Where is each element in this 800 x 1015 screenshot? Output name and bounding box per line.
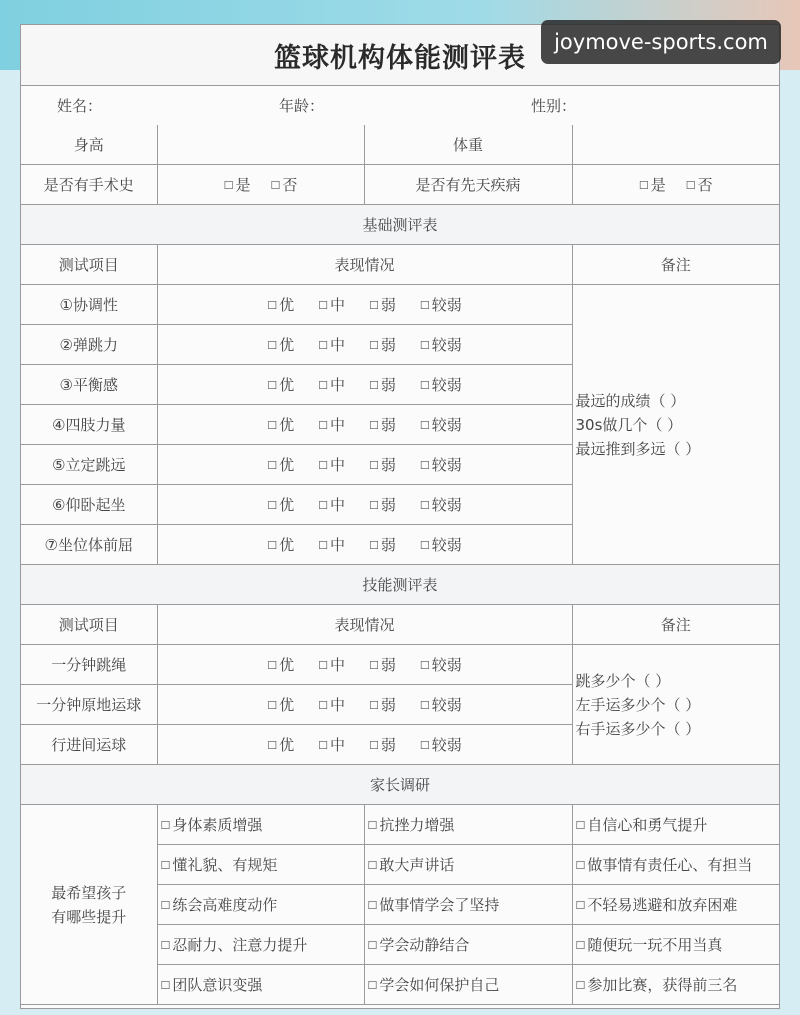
- section-title: 基础测评表: [21, 205, 779, 245]
- checkbox-icon: ☐: [575, 939, 586, 952]
- survey-option[interactable]: ☐ 不轻易逃避和放弃困难: [572, 885, 779, 925]
- checkbox-icon: ☐: [270, 179, 281, 192]
- form-title: 篮球机构体能测评表: [21, 25, 779, 86]
- performance-options: [157, 725, 572, 765]
- basic-section-header: [21, 205, 779, 245]
- performance-options: [157, 325, 572, 365]
- checkbox-icon: ☐: [318, 699, 328, 712]
- level-option[interactable]: ☐ 优: [267, 416, 295, 434]
- level-option[interactable]: ☐ 弱: [369, 376, 396, 394]
- checkbox-icon: ☐: [318, 419, 328, 432]
- survey-option[interactable]: ☐ 做事情有责任心、有担当: [572, 845, 779, 885]
- checkbox-icon: ☐: [160, 979, 171, 992]
- level-option[interactable]: ☐ 优: [267, 296, 295, 314]
- level-option[interactable]: ☐ 中: [318, 656, 345, 674]
- level-option[interactable]: ☐ 较弱: [419, 336, 462, 354]
- checkbox-icon: ☐: [369, 659, 379, 672]
- checkbox-icon: ☐: [685, 179, 696, 192]
- checkbox-icon: ☐: [419, 739, 430, 752]
- survey-option[interactable]: ☐ 身体素质增强: [157, 805, 364, 845]
- performance-options: [157, 685, 572, 725]
- level-option[interactable]: ☐ 弱: [369, 536, 396, 554]
- level-option[interactable]: ☐ 弱: [369, 496, 396, 514]
- level-option[interactable]: ☐ 较弱: [419, 696, 462, 714]
- level-option[interactable]: ☐ 较弱: [419, 416, 462, 434]
- level-option[interactable]: ☐ 较弱: [419, 456, 462, 474]
- survey-option[interactable]: ☐ 团队意识变强: [157, 965, 364, 1005]
- height-label: 身高: [21, 125, 157, 165]
- test-item-name: ⑦坐位体前屈: [21, 525, 157, 565]
- checkbox-icon: ☐: [638, 179, 649, 192]
- level-option[interactable]: ☐ 弱: [369, 736, 396, 754]
- surgery-label: 是否有手术史: [21, 165, 157, 205]
- level-option[interactable]: ☐ 优: [267, 536, 295, 554]
- remarks-cell[interactable]: [572, 645, 779, 765]
- level-option[interactable]: ☐ 中: [318, 696, 345, 714]
- level-option[interactable]: ☐ 较弱: [419, 736, 462, 754]
- checkbox-icon: ☐: [419, 419, 430, 432]
- level-option[interactable]: ☐ 优: [267, 336, 295, 354]
- survey-row: [21, 805, 779, 845]
- remark-line: 最远的成绩（ ）: [575, 391, 686, 410]
- checkbox-icon: ☐: [318, 739, 328, 752]
- congenital-choice: [572, 165, 779, 205]
- col-header-item: 测试项目: [21, 245, 157, 285]
- remark-line: 最远推到多远（ ）: [575, 439, 701, 458]
- level-option[interactable]: ☐ 优: [267, 696, 295, 714]
- age-label[interactable]: 年龄：: [279, 97, 325, 115]
- test-item-name: ③平衡感: [21, 365, 157, 405]
- survey-option[interactable]: ☐ 做事情学会了坚持: [364, 885, 572, 925]
- level-option[interactable]: ☐ 优: [267, 376, 295, 394]
- checkbox-icon: ☐: [369, 299, 379, 312]
- level-option[interactable]: ☐ 较弱: [419, 296, 462, 314]
- checkbox-icon: ☐: [318, 299, 328, 312]
- remark-line: 跳多少个（ ）: [575, 671, 671, 690]
- performance-options: [157, 485, 572, 525]
- checkbox-icon: ☐: [223, 179, 234, 192]
- skill-column-headers: [21, 605, 779, 645]
- level-option[interactable]: ☐ 中: [318, 376, 345, 394]
- test-item-row: [21, 645, 779, 685]
- level-option[interactable]: ☐ 弱: [369, 696, 396, 714]
- test-item-name: ⑤立定跳远: [21, 445, 157, 485]
- checkbox-icon: ☐: [419, 499, 430, 512]
- checkbox-icon: ☐: [369, 739, 379, 752]
- assessment-form: [20, 24, 780, 1009]
- checkbox-icon: ☐: [267, 339, 278, 352]
- checkbox-icon: ☐: [160, 859, 171, 872]
- checkbox-icon: ☐: [318, 459, 328, 472]
- checkbox-icon: ☐: [318, 659, 328, 672]
- surgery-choice: [157, 165, 364, 205]
- performance-options: [157, 405, 572, 445]
- checkbox-icon: ☐: [575, 819, 586, 832]
- test-item-name: ②弹跳力: [21, 325, 157, 365]
- performance-options: [157, 525, 572, 565]
- checkbox-icon: ☐: [369, 499, 379, 512]
- level-option[interactable]: ☐ 优: [267, 736, 295, 754]
- checkbox-icon: ☐: [267, 659, 278, 672]
- level-option[interactable]: ☐ 中: [318, 456, 345, 474]
- level-option[interactable]: ☐ 弱: [369, 456, 396, 474]
- congenital-label: 是否有先天疾病: [364, 165, 572, 205]
- checkbox-icon: ☐: [318, 379, 328, 392]
- test-item-name: 一分钟原地运球: [21, 685, 157, 725]
- col-header-note: 备注: [572, 605, 779, 645]
- survey-option[interactable]: ☐ 敢大声讲话: [364, 845, 572, 885]
- level-option[interactable]: ☐ 弱: [369, 656, 396, 674]
- checkbox-icon: ☐: [367, 859, 378, 872]
- level-option[interactable]: ☐ 弱: [369, 336, 396, 354]
- level-option[interactable]: ☐ 中: [318, 416, 345, 434]
- col-header-note: 备注: [572, 245, 779, 285]
- col-header-item: 测试项目: [21, 605, 157, 645]
- section-title: 技能测评表: [21, 565, 779, 605]
- checkbox-icon: ☐: [267, 539, 278, 552]
- history-row: [21, 165, 779, 205]
- checkbox-icon: ☐: [267, 379, 278, 392]
- checkbox-icon: ☐: [267, 739, 278, 752]
- checkbox-icon: ☐: [575, 979, 586, 992]
- personal-info-row: [21, 86, 779, 125]
- parent-section-header: [21, 765, 779, 805]
- checkbox-icon: ☐: [369, 379, 379, 392]
- level-option[interactable]: ☐ 较弱: [419, 656, 462, 674]
- level-option[interactable]: ☐ 弱: [369, 296, 396, 314]
- checkbox-icon: ☐: [367, 819, 378, 832]
- checkbox-icon: ☐: [367, 939, 378, 952]
- checkbox-icon: ☐: [318, 499, 328, 512]
- checkbox-icon: ☐: [267, 499, 278, 512]
- checkbox-icon: ☐: [419, 459, 430, 472]
- remarks-cell[interactable]: [572, 285, 779, 565]
- survey-option[interactable]: ☐ 忍耐力、注意力提升: [157, 925, 364, 965]
- performance-options: [157, 645, 572, 685]
- survey-option[interactable]: ☐ 练会高难度动作: [157, 885, 364, 925]
- test-item-name: 行进间运球: [21, 725, 157, 765]
- remark-line: 30s做几个（ ）: [575, 415, 683, 434]
- form-table: [21, 125, 779, 1005]
- checkbox-icon: ☐: [367, 979, 378, 992]
- checkbox-icon: ☐: [160, 939, 171, 952]
- checkbox-icon: ☐: [419, 659, 430, 672]
- checkbox-icon: ☐: [369, 459, 379, 472]
- survey-option[interactable]: ☐ 学会动静结合: [364, 925, 572, 965]
- survey-option[interactable]: ☐ 随便玩一玩不用当真: [572, 925, 779, 965]
- test-item-row: [21, 285, 779, 325]
- checkbox-icon: ☐: [369, 419, 379, 432]
- test-item-name: ④四肢力量: [21, 405, 157, 445]
- col-header-performance: 表现情况: [157, 605, 572, 645]
- surgery-yes-option[interactable]: ☐ 是: [223, 176, 251, 194]
- checkbox-icon: ☐: [575, 899, 586, 912]
- congenital-no-option[interactable]: ☐ 否: [685, 176, 713, 194]
- test-item-name: ①协调性: [21, 285, 157, 325]
- test-item-name: 一分钟跳绳: [21, 645, 157, 685]
- weight-field[interactable]: [572, 125, 779, 165]
- checkbox-icon: ☐: [267, 699, 278, 712]
- survey-option[interactable]: ☐ 懂礼貌、有规矩: [157, 845, 364, 885]
- checkbox-icon: ☐: [419, 699, 430, 712]
- level-option[interactable]: ☐ 中: [318, 296, 345, 314]
- checkbox-icon: ☐: [369, 699, 379, 712]
- checkbox-icon: ☐: [267, 419, 278, 432]
- height-field[interactable]: [157, 125, 364, 165]
- congenital-yes-option[interactable]: ☐ 是: [638, 176, 666, 194]
- level-option[interactable]: ☐ 较弱: [419, 496, 462, 514]
- checkbox-icon: ☐: [318, 339, 328, 352]
- level-option[interactable]: ☐ 较弱: [419, 376, 462, 394]
- level-option[interactable]: ☐ 中: [318, 336, 345, 354]
- checkbox-icon: ☐: [419, 539, 430, 552]
- site-watermark: joymove-sports.com: [541, 20, 781, 64]
- checkbox-icon: ☐: [367, 899, 378, 912]
- checkbox-icon: ☐: [369, 539, 379, 552]
- survey-option[interactable]: ☐ 参加比赛，获得前三名: [572, 965, 779, 1005]
- performance-options: [157, 365, 572, 405]
- basic-column-headers: [21, 245, 779, 285]
- checkbox-icon: ☐: [160, 899, 171, 912]
- skill-section-header: [21, 565, 779, 605]
- checkbox-icon: ☐: [419, 339, 430, 352]
- survey-option[interactable]: ☐ 抗挫力增强: [364, 805, 572, 845]
- checkbox-icon: ☐: [369, 339, 379, 352]
- checkbox-icon: ☐: [575, 859, 586, 872]
- level-option[interactable]: ☐ 弱: [369, 416, 396, 434]
- test-item-name: ⑥仰卧起坐: [21, 485, 157, 525]
- performance-options: [157, 285, 572, 325]
- survey-option[interactable]: ☐ 自信心和勇气提升: [572, 805, 779, 845]
- section-title: 家长调研: [21, 765, 779, 805]
- remark-line: 左手运多少个（ ）: [575, 695, 701, 714]
- height-weight-row: [21, 125, 779, 165]
- survey-question: 最希望孩子 有哪些提升: [21, 805, 157, 1005]
- level-option[interactable]: ☐ 中: [318, 736, 345, 754]
- gender-label[interactable]: 性别：: [531, 97, 577, 115]
- performance-options: [157, 445, 572, 485]
- checkbox-icon: ☐: [419, 379, 430, 392]
- checkbox-icon: ☐: [160, 819, 171, 832]
- name-label[interactable]: 姓名：: [57, 97, 103, 115]
- weight-label: 体重: [364, 125, 572, 165]
- surgery-no-option[interactable]: ☐ 否: [270, 176, 298, 194]
- checkbox-icon: ☐: [267, 459, 278, 472]
- col-header-performance: 表现情况: [157, 245, 572, 285]
- level-option[interactable]: ☐ 优: [267, 456, 295, 474]
- level-option[interactable]: ☐ 较弱: [419, 536, 462, 554]
- level-option[interactable]: ☐ 中: [318, 536, 345, 554]
- level-option[interactable]: ☐ 优: [267, 496, 295, 514]
- survey-option[interactable]: ☐ 学会如何保护自己: [364, 965, 572, 1005]
- level-option[interactable]: ☐ 中: [318, 496, 345, 514]
- checkbox-icon: ☐: [419, 299, 430, 312]
- level-option[interactable]: ☐ 优: [267, 656, 295, 674]
- remark-line: 右手运多少个（ ）: [575, 719, 701, 738]
- checkbox-icon: ☐: [318, 539, 328, 552]
- checkbox-icon: ☐: [267, 299, 278, 312]
